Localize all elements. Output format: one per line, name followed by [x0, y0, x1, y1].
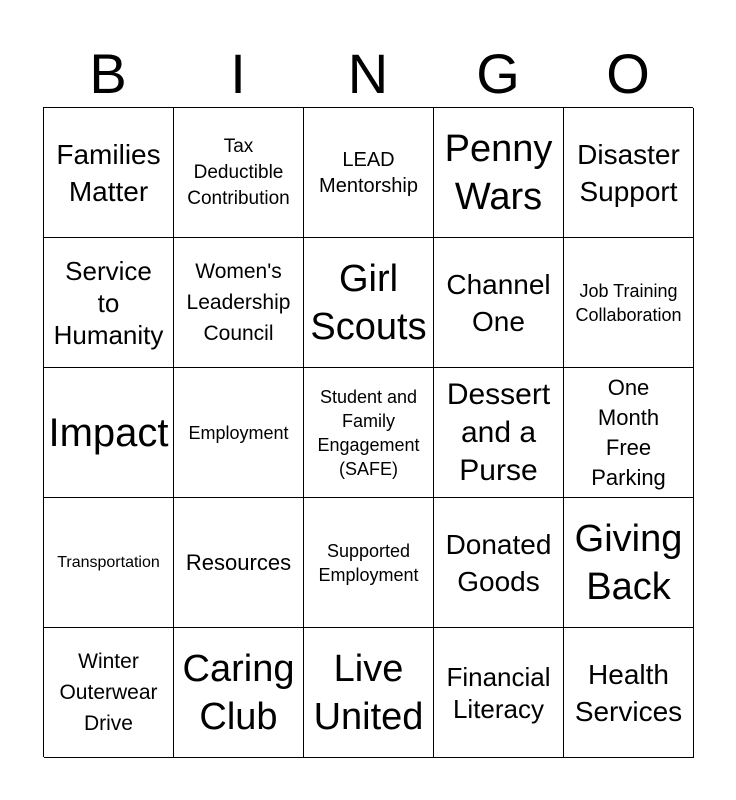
- header-letter-o: O: [606, 42, 650, 105]
- cell-label: Service to Humanity: [53, 255, 164, 350]
- bingo-cell-r3-c2[interactable]: [174, 368, 304, 498]
- bingo-cell-r2-c4[interactable]: [434, 238, 564, 368]
- cell-label: Donated Goods: [445, 528, 552, 597]
- cell-label: Supported Employment: [318, 540, 419, 585]
- cell-label: Tax Deductible Contribution: [187, 135, 290, 209]
- cell-label: Employment: [188, 422, 289, 443]
- header-letter-b: B: [89, 42, 127, 105]
- header-letter-i: I: [230, 42, 246, 105]
- cell-label: Dessert and a Purse: [446, 377, 551, 487]
- bingo-cell-r3-c5[interactable]: [564, 368, 694, 498]
- cell-label: Student and Family Engagement (SAFE): [317, 386, 420, 479]
- bingo-cell-r3-c1[interactable]: [44, 368, 174, 498]
- bingo-cell-r5-c1[interactable]: [44, 628, 174, 758]
- cell-label: Channel One: [446, 268, 551, 337]
- cell-label: Caring Club: [182, 647, 295, 738]
- cell-label: Financial Literacy: [446, 661, 551, 724]
- bingo-cell-r4-c2[interactable]: [174, 498, 304, 628]
- bingo-cell-r4-c4[interactable]: [434, 498, 564, 628]
- cell-label: Live United: [313, 647, 424, 738]
- bingo-cell-r5-c4[interactable]: [434, 628, 564, 758]
- bingo-cell-r2-c3[interactable]: [304, 238, 434, 368]
- cell-label: Winter Outerwear Drive: [59, 650, 158, 735]
- bingo-cell-r4-c1[interactable]: [44, 498, 174, 628]
- header-letter-n: N: [347, 42, 389, 105]
- bingo-cell-r5-c3[interactable]: [304, 628, 434, 758]
- header-letter-g: G: [476, 42, 520, 105]
- cell-label: Resources: [185, 549, 292, 575]
- bingo-cell-r4-c3[interactable]: [304, 498, 434, 628]
- bingo-cell-r5-c5[interactable]: [564, 628, 694, 758]
- cell-label: LEAD Mentorship: [319, 148, 418, 197]
- cell-label: Girl Scouts: [310, 257, 427, 348]
- cell-label: One Month Free Parking: [591, 374, 666, 490]
- bingo-cell-r2-c1[interactable]: [44, 238, 174, 368]
- bingo-cell-r4-c5[interactable]: [564, 498, 694, 628]
- bingo-cell-r2-c2[interactable]: [174, 238, 304, 368]
- cell-label: Giving Back: [574, 517, 683, 608]
- cell-label: Women's Leadership Council: [186, 260, 291, 345]
- cell-label: Job Training Collaboration: [575, 280, 682, 325]
- bingo-cell-r1-c5[interactable]: [564, 108, 694, 238]
- bingo-cell-r1-c3[interactable]: [304, 108, 434, 238]
- bingo-cell-r5-c2[interactable]: [174, 628, 304, 758]
- cell-label: Families Matter: [56, 138, 161, 207]
- bingo-cell-r1-c4[interactable]: [434, 108, 564, 238]
- cell-label: Penny Wars: [444, 127, 553, 218]
- cell-label: Disaster Support: [577, 138, 680, 207]
- bingo-cell-r1-c1[interactable]: [44, 108, 174, 238]
- cell-label: Health Services: [574, 658, 683, 727]
- bingo-header: [43, 40, 693, 108]
- cell-label: Transportation: [57, 553, 160, 571]
- bingo-cell-r1-c2[interactable]: [174, 108, 304, 238]
- cell-label: Impact: [48, 410, 169, 455]
- bingo-cell-r3-c3[interactable]: [304, 368, 434, 498]
- bingo-cell-r3-c4[interactable]: [434, 368, 564, 498]
- bingo-cell-r2-c5[interactable]: [564, 238, 694, 368]
- bingo-board: [43, 107, 693, 757]
